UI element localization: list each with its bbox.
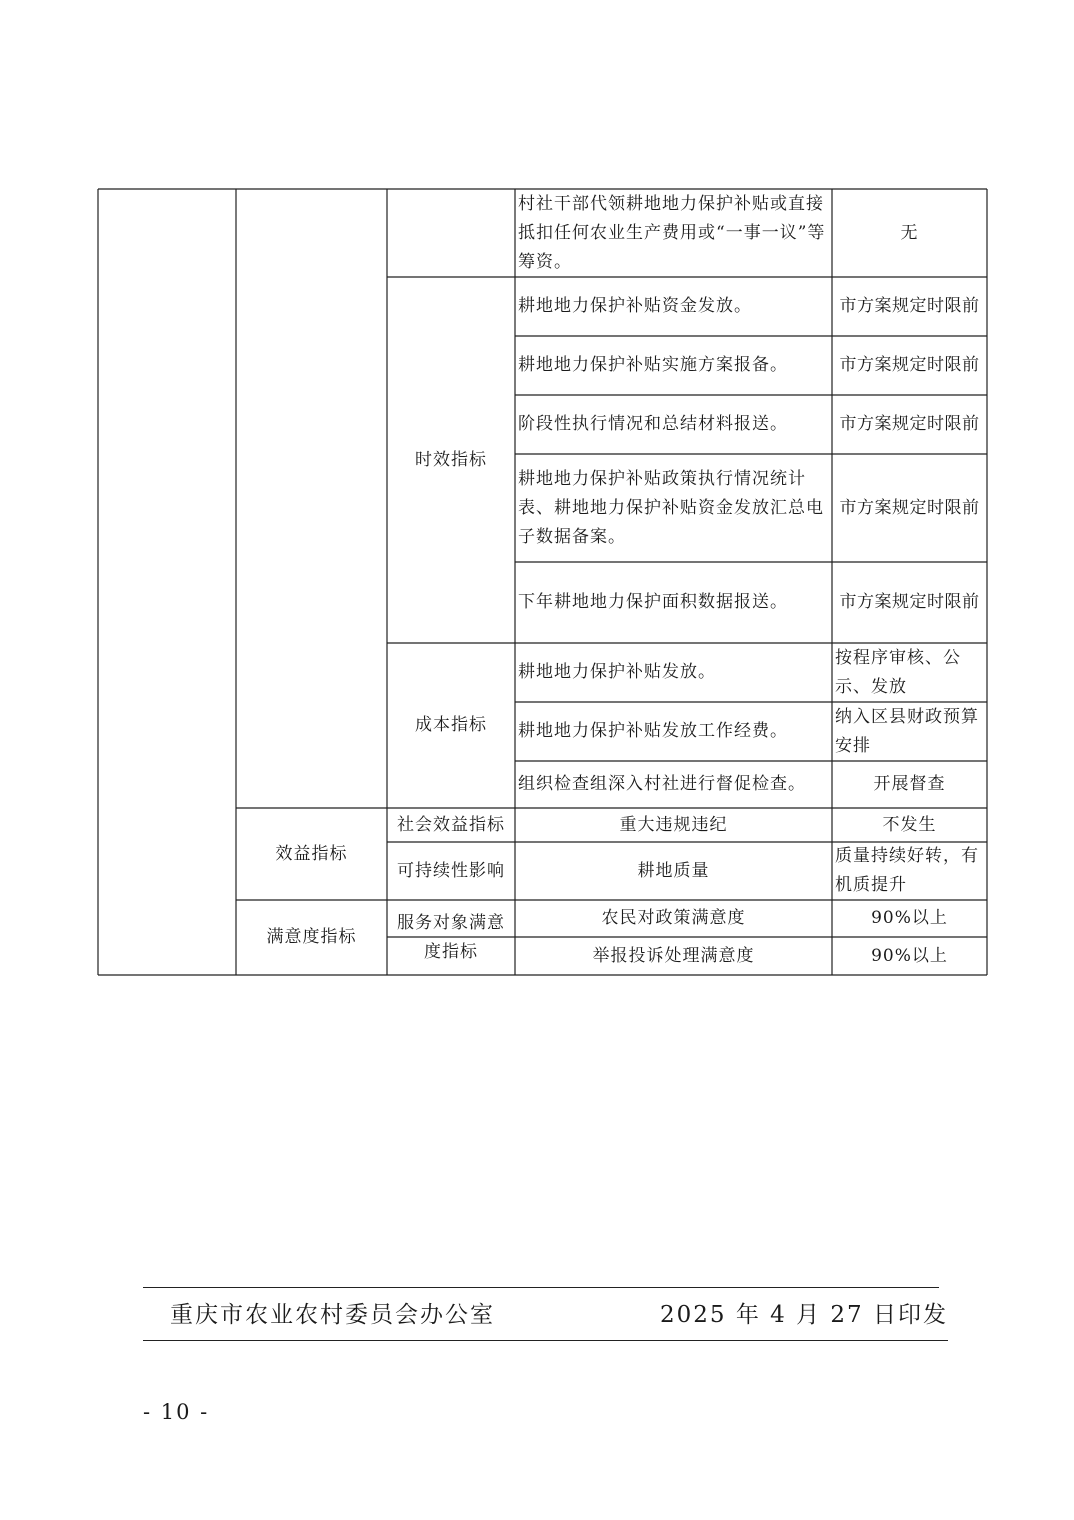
footer-date: 2025 年 4 月 27 日印发 [660,1302,948,1328]
table-cell-indicator: 村社干部代领耕地地力保护补贴或直接抵扣任何农业生产费用或“一事一议”等筹资。 [518,193,826,272]
primary-indicator-satisfaction: 满意度指标 [266,927,357,947]
table-cell-value: 质量持续好转，有机质提升 [835,846,979,895]
footer-top-rule [143,1287,939,1288]
table-cell-value: 开展督查 [873,774,946,794]
table-cell-indicator: 举报投诉处理满意度 [592,945,755,966]
table-cell-value: 市方案规定时限前 [839,414,980,434]
table-cell-indicator: 耕地地力保护补贴实施方案报备。 [518,355,788,375]
table-cell-value: 市方案规定时限前 [839,497,980,518]
table-cell-value: 按程序审核、公示、发放 [835,647,961,697]
table-cell-indicator: 阶段性执行情况和总结材料报送。 [518,414,788,434]
secondary-indicator-social: 社会效益指标 [397,814,505,835]
secondary-indicator-cost: 成本指标 [415,715,487,735]
secondary-indicator-service: 服务对象满意度指标 [397,912,505,962]
table-cell-indicator: 耕地地力保护补贴资金发放。 [518,296,752,316]
secondary-indicator-sustainable: 可持续性影响 [397,860,505,881]
table-cell-value: 无 [900,222,919,243]
table-cell-indicator: 耕地质量 [637,860,710,881]
table-cell-value: 90%以上 [871,945,948,966]
table-cell-indicator: 农民对政策满意度 [601,908,746,928]
primary-indicator-benefit: 效益指标 [275,843,348,864]
table-cell-indicator: 耕地地力保护补贴发放。 [518,662,716,682]
table-cell-value: 不发生 [882,814,937,835]
table-cell-indicator: 下年耕地地力保护面积数据报送。 [518,592,788,612]
table-cell-indicator: 耕地地力保护补贴政策执行情况统计表、耕地地力保护补贴资金发放汇总电子数据备案。 [518,468,824,547]
table-cell-value: 90%以上 [871,908,948,928]
table-cell-indicator: 组织检查组深入村社进行督促检查。 [518,774,806,794]
page-number: - 10 - [143,1400,210,1424]
table-cell-value: 市方案规定时限前 [839,296,980,316]
table-cell-indicator: 耕地地力保护补贴发放工作经费。 [518,721,788,741]
table-cell-value: 纳入区县财政预算安排 [835,706,979,756]
secondary-indicator-timeliness: 时效指标 [415,449,487,470]
table-cell-indicator: 重大违规违纪 [619,814,728,835]
table-cell-value: 市方案规定时限前 [839,592,980,612]
table-cell-value: 市方案规定时限前 [839,355,980,375]
footer-bottom-rule [143,1340,948,1341]
footer-issuer: 重庆市农业农村委员会办公室 [170,1302,495,1328]
